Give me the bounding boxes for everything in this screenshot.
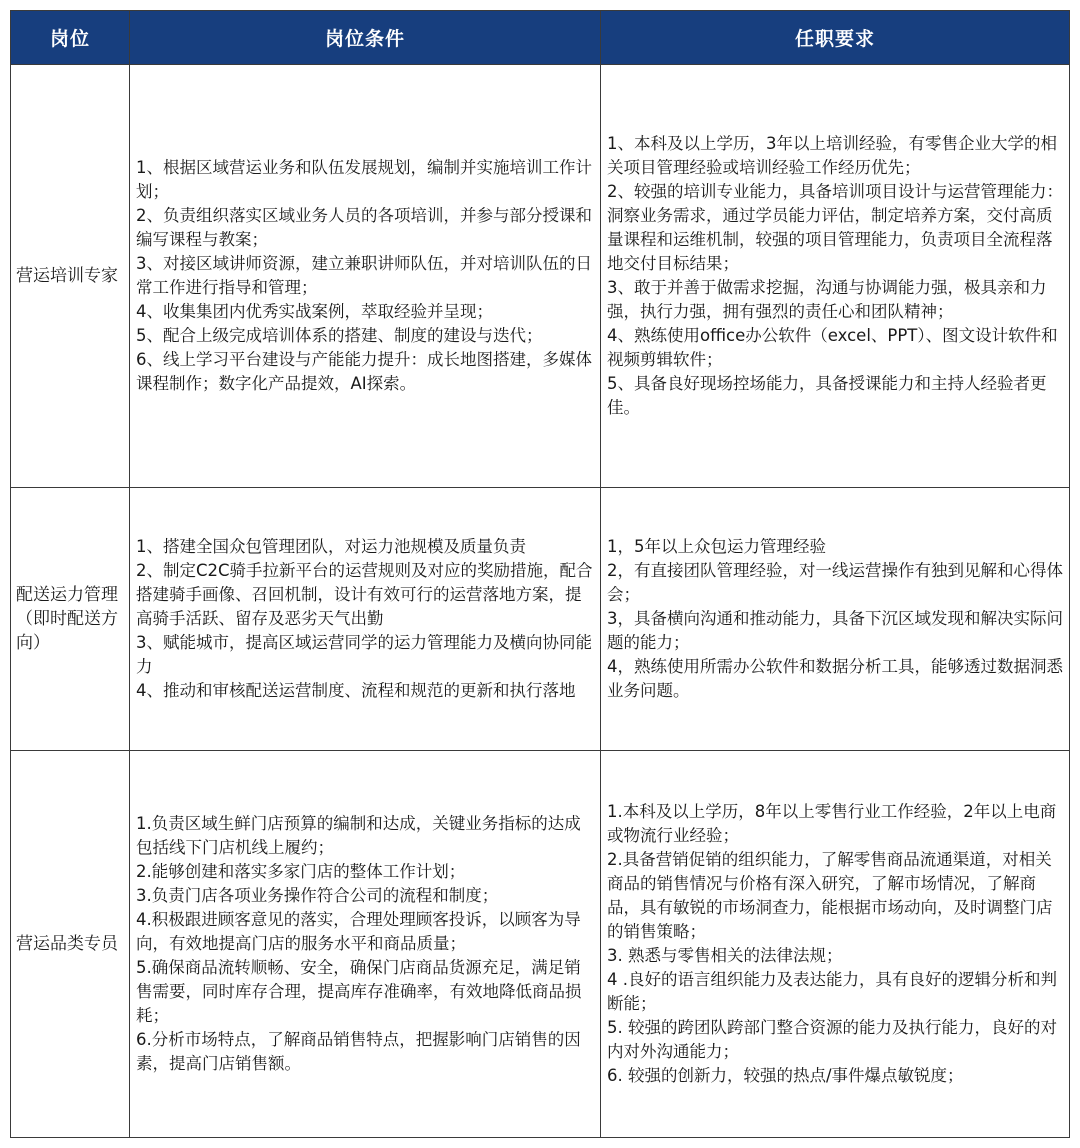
condition-item: 4.积极跟进顾客意见的落实，合理处理顾客投诉，以顾客为导向，有效地提高门店的服务水平和商品质量；	[136, 910, 581, 953]
position-cell: 配送运力管理（即时配送方向）	[11, 488, 130, 751]
condition-item: 3、对接区域讲师资源，建立兼职讲师队伍，并对培训队伍的日常工作进行指导和管理；	[136, 254, 592, 297]
requirement-item: 4、熟练使用office办公软件（excel、PPT）、图文设计软件和视频剪辑软件；	[607, 326, 1058, 369]
requirement-item: 6. 较强的创新力，较强的热点/事件爆点敏锐度；	[607, 1066, 964, 1085]
table-row	[11, 65, 1070, 488]
requirement-item: 3，具备横向沟通和推动能力，具备下沉区域发现和解决实际问题的能力；	[607, 609, 1063, 652]
position-cell: 营运培训专家	[11, 65, 130, 488]
condition-item: 2.能够创建和落实多家门店的整体工作计划；	[136, 862, 466, 881]
requirement-item: 1、本科及以上学历，3年以上培训经验，有零售企业大学的相关项目管理经验或培训经验工作经历优先；	[607, 134, 1057, 177]
requirement-item: 5. 较强的跨团队跨部门整合资源的能力及执行能力，良好的对内对外沟通能力；	[607, 1018, 1057, 1061]
requirement-item: 3. 熟悉与零售相关的法律法规；	[607, 946, 843, 965]
requirement-item: 1.本科及以上学历，8年以上零售行业工作经验，2年以上电商或物流行业经验；	[607, 802, 1057, 845]
requirement-item: 5、具备良好现场控场能力，具备授课能力和主持人经验者更佳。	[607, 374, 1047, 417]
table-row	[11, 751, 1070, 1138]
job-requirements-table	[10, 10, 1070, 1138]
condition-item: 5、配合上级完成培训体系的搭建、制度的建设与迭代；	[136, 326, 543, 345]
requirement-item: 2.具备营销促销的组织能力，了解零售商品流通渠道，对相关商品的销售情况与价格有深入研究，了解市场情况，了解商品，具有敏锐的市场洞查力，能根据市场动向，及时调整门店的销售策略；	[607, 850, 1053, 941]
condition-item: 1.负责区域生鲜门店预算的编制和达成，关键业务指标的达成包括线下门店机线上履约；	[136, 814, 581, 857]
header-position: 岗位	[11, 11, 130, 65]
condition-item: 3、赋能城市，提高区域运营同学的运力管理能力及横向协同能力	[136, 633, 592, 676]
requirement-item: 2、较强的培训专业能力，具备培训项目设计与运营管理能力：洞察业务需求，通过学员能力评估，制定培养方案，交付高质量课程和运维机制，较强的项目管理能力，负责项目全流程落地交付目标结果；	[607, 182, 1063, 273]
condition-item: 4、推动和审核配送运营制度、流程和规范的更新和执行落地	[136, 681, 576, 700]
conditions-cell	[130, 751, 601, 1138]
conditions-cell	[130, 488, 601, 751]
condition-item: 6、线上学习平台建设与产能能力提升：成长地图搭建，多媒体课程制作；数字化产品提效，AI探索。	[136, 350, 592, 393]
condition-item: 1、根据区域营运业务和队伍发展规划，编制并实施培训工作计划；	[136, 158, 592, 201]
requirements-cell	[601, 488, 1070, 751]
condition-item: 1、搭建全国众包管理团队，对运力池规模及质量负责	[136, 537, 526, 556]
requirements-cell	[601, 751, 1070, 1138]
position-cell: 营运品类专员	[11, 751, 130, 1138]
requirement-item: 4 .良好的语言组织能力及表达能力，具有良好的逻辑分析和判断能；	[607, 970, 1057, 1013]
requirements-cell	[601, 65, 1070, 488]
header-conditions: 岗位条件	[130, 11, 601, 65]
table-row	[11, 488, 1070, 751]
condition-item: 4、收集集团内优秀实战案例，萃取经验并呈现；	[136, 302, 493, 321]
requirement-item: 4，熟练使用所需办公软件和数据分析工具，能够透过数据洞悉业务问题。	[607, 657, 1063, 700]
condition-item: 5.确保商品流转顺畅、安全，确保门店商品货源充足，满足销售需要，同时库存合理，提高库存准确率，有效地降低商品损耗；	[136, 958, 582, 1025]
condition-item: 6.分析市场特点，了解商品销售特点，把握影响门店销售的因素，提高门店销售额。	[136, 1030, 581, 1073]
requirement-item: 3、敢于并善于做需求挖掘，沟通与协调能力强，极具亲和力强，执行力强，拥有强烈的责任心和团队精神；	[607, 278, 1047, 321]
condition-item: 2、负责组织落实区域业务人员的各项培训，并参与部分授课和编写课程与教案；	[136, 206, 592, 249]
requirement-item: 1，5年以上众包运力管理经验	[607, 537, 826, 556]
condition-item: 3.负责门店各项业务操作符合公司的流程和制度；	[136, 886, 499, 905]
conditions-cell	[130, 65, 601, 488]
requirement-item: 2，有直接团队管理经验，对一线运营操作有独到见解和心得体会；	[607, 561, 1063, 604]
header-requirements: 任职要求	[601, 11, 1070, 65]
condition-item: 2、制定C2C骑手拉新平台的运营规则及对应的奖励措施，配合搭建骑手画像、召回机制，设计有效可行的运营落地方案，提高骑手活跃、留存及恶劣天气出勤	[136, 561, 593, 628]
table-header-row	[11, 11, 1070, 65]
job-requirements-sheet	[10, 10, 1069, 1136]
